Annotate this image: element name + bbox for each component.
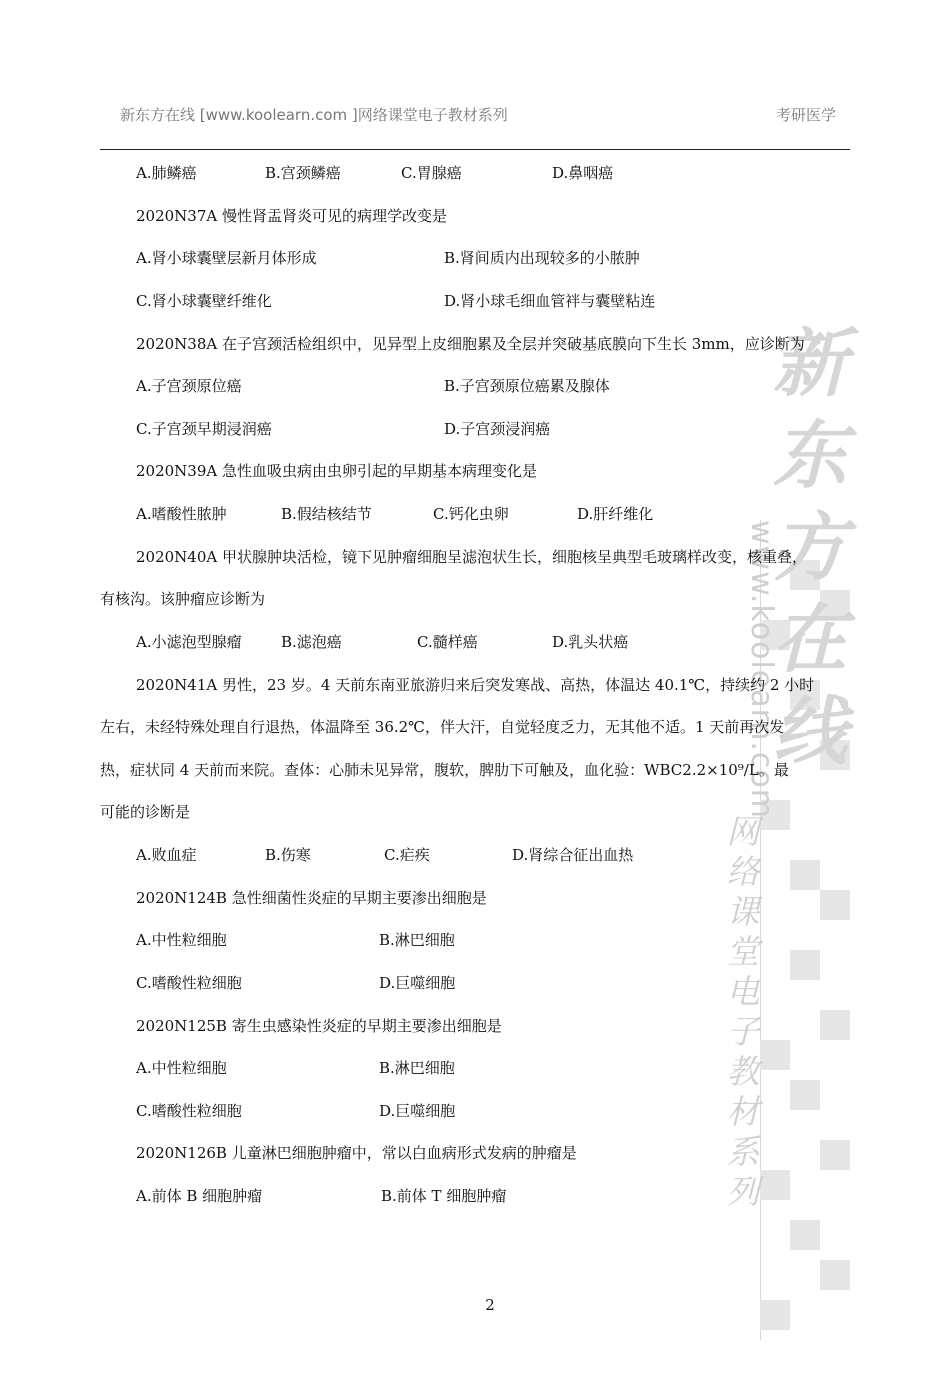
question-line: 有核沟。该肿瘤应诊断为 <box>100 590 266 608</box>
option-line: A.小滤泡型腺瘤 <box>136 633 242 651</box>
option-line: D.肾综合征出血热 <box>512 846 634 864</box>
option-line: A.前体 B 细胞肿瘤 <box>136 1187 263 1205</box>
option-line: C.胃腺癌 <box>401 164 462 182</box>
option-line: D.鼻咽癌 <box>552 164 614 182</box>
option-line: C.肾小球囊壁纤维化 <box>136 292 272 310</box>
option-line: A.中性粒细胞 <box>136 1059 227 1077</box>
option-line: A.子宫颈原位癌 <box>136 377 242 395</box>
option-line: C.髓样癌 <box>417 633 478 651</box>
option-line: B.假结核结节 <box>281 505 372 523</box>
option-line: B.滤泡癌 <box>281 633 342 651</box>
option-line: C.疟疾 <box>384 846 430 864</box>
option-line: A.中性粒细胞 <box>136 931 227 949</box>
question-line: 左右，未经特殊处理自行退热，体温降至 36.2℃，伴大汗，自觉轻度乏力，无其他不适。1 天前再次发 <box>100 718 785 736</box>
option-line: D.子宫颈浸润癌 <box>444 420 551 438</box>
option-line: C.钙化虫卵 <box>433 505 509 523</box>
option-line: A.败血症 <box>136 846 197 864</box>
option-line: A.嗜酸性脓肿 <box>136 505 227 523</box>
watermark-brand: 新东方在线 <box>773 321 847 775</box>
option-line: D.乳头状癌 <box>552 633 629 651</box>
option-line: A.肾小球囊壁层新月体形成 <box>136 249 317 267</box>
question-line: 可能的诊断是 <box>100 803 191 821</box>
question-line: 2020N124B 急性细菌性炎症的早期主要渗出细胞是 <box>136 889 487 907</box>
question-line: 2020N37A 慢性肾盂肾炎可见的病理学改变是 <box>136 207 447 225</box>
option-line: C.子宫颈早期浸润癌 <box>136 420 272 438</box>
option-line: D.巨噬细胞 <box>379 974 456 992</box>
option-line: D.巨噬细胞 <box>379 1102 456 1120</box>
question-line: 2020N38A 在子宫颈活检组织中，见异型上皮细胞累及全层并突破基底膜向下生长 3mm，应诊断为 <box>136 335 805 353</box>
option-line: C.嗜酸性粒细胞 <box>136 974 242 992</box>
option-line: D.肾小球毛细血管袢与囊壁粘连 <box>444 292 656 310</box>
option-line: B.前体 T 细胞肿瘤 <box>381 1187 507 1205</box>
option-line: B.子宫颈原位癌累及腺体 <box>444 377 610 395</box>
page-number: 2 <box>485 1296 495 1314</box>
option-line: B.伤寒 <box>265 846 311 864</box>
header-subject: 考研医学 <box>775 106 836 124</box>
option-line: B.淋巴细胞 <box>379 931 455 949</box>
question-line: 2020N40A 甲状腺肿块活检，镜下见肿瘤细胞呈滤泡状生长，细胞核呈典型毛玻璃样改变，核重叠， <box>136 548 807 566</box>
option-line: B.淋巴细胞 <box>379 1059 455 1077</box>
option-line: B.宫颈鳞癌 <box>265 164 341 182</box>
option-line: A.肺鳞癌 <box>136 164 197 182</box>
question-line: 2020N126B 儿童淋巴细胞肿瘤中，常以白血病形式发病的肿瘤是 <box>136 1144 577 1162</box>
question-line: 热，症状同 4 天前而来院。查体：心肺未见异常，腹软，脾肋下可触及，血化验：WBC2.2×10⁹/L。最 <box>100 761 789 779</box>
option-line: B.肾间质内出现较多的小脓肿 <box>444 249 640 267</box>
option-line: C.嗜酸性粒细胞 <box>136 1102 242 1120</box>
watermark-series: 网络课堂电子教材系列 <box>726 812 760 1211</box>
question-line: 2020N39A 急性血吸虫病由虫卵引起的早期基本病理变化是 <box>136 462 537 480</box>
watermark-url: www.koolearn.com <box>744 520 779 820</box>
question-line: 2020N125B 寄生虫感染性炎症的早期主要渗出细胞是 <box>136 1017 502 1035</box>
question-line: 2020N41A 男性，23 岁。4 天前东南亚旅游归来后突发寒战、高热，体温达 40.1℃，持续约 2 小时 <box>136 676 815 694</box>
header-title: 新东方在线 [www.koolearn.com ]网络课堂电子教材系列 <box>120 106 508 124</box>
header-rule <box>100 149 850 150</box>
option-line: D.肝纤维化 <box>577 505 654 523</box>
